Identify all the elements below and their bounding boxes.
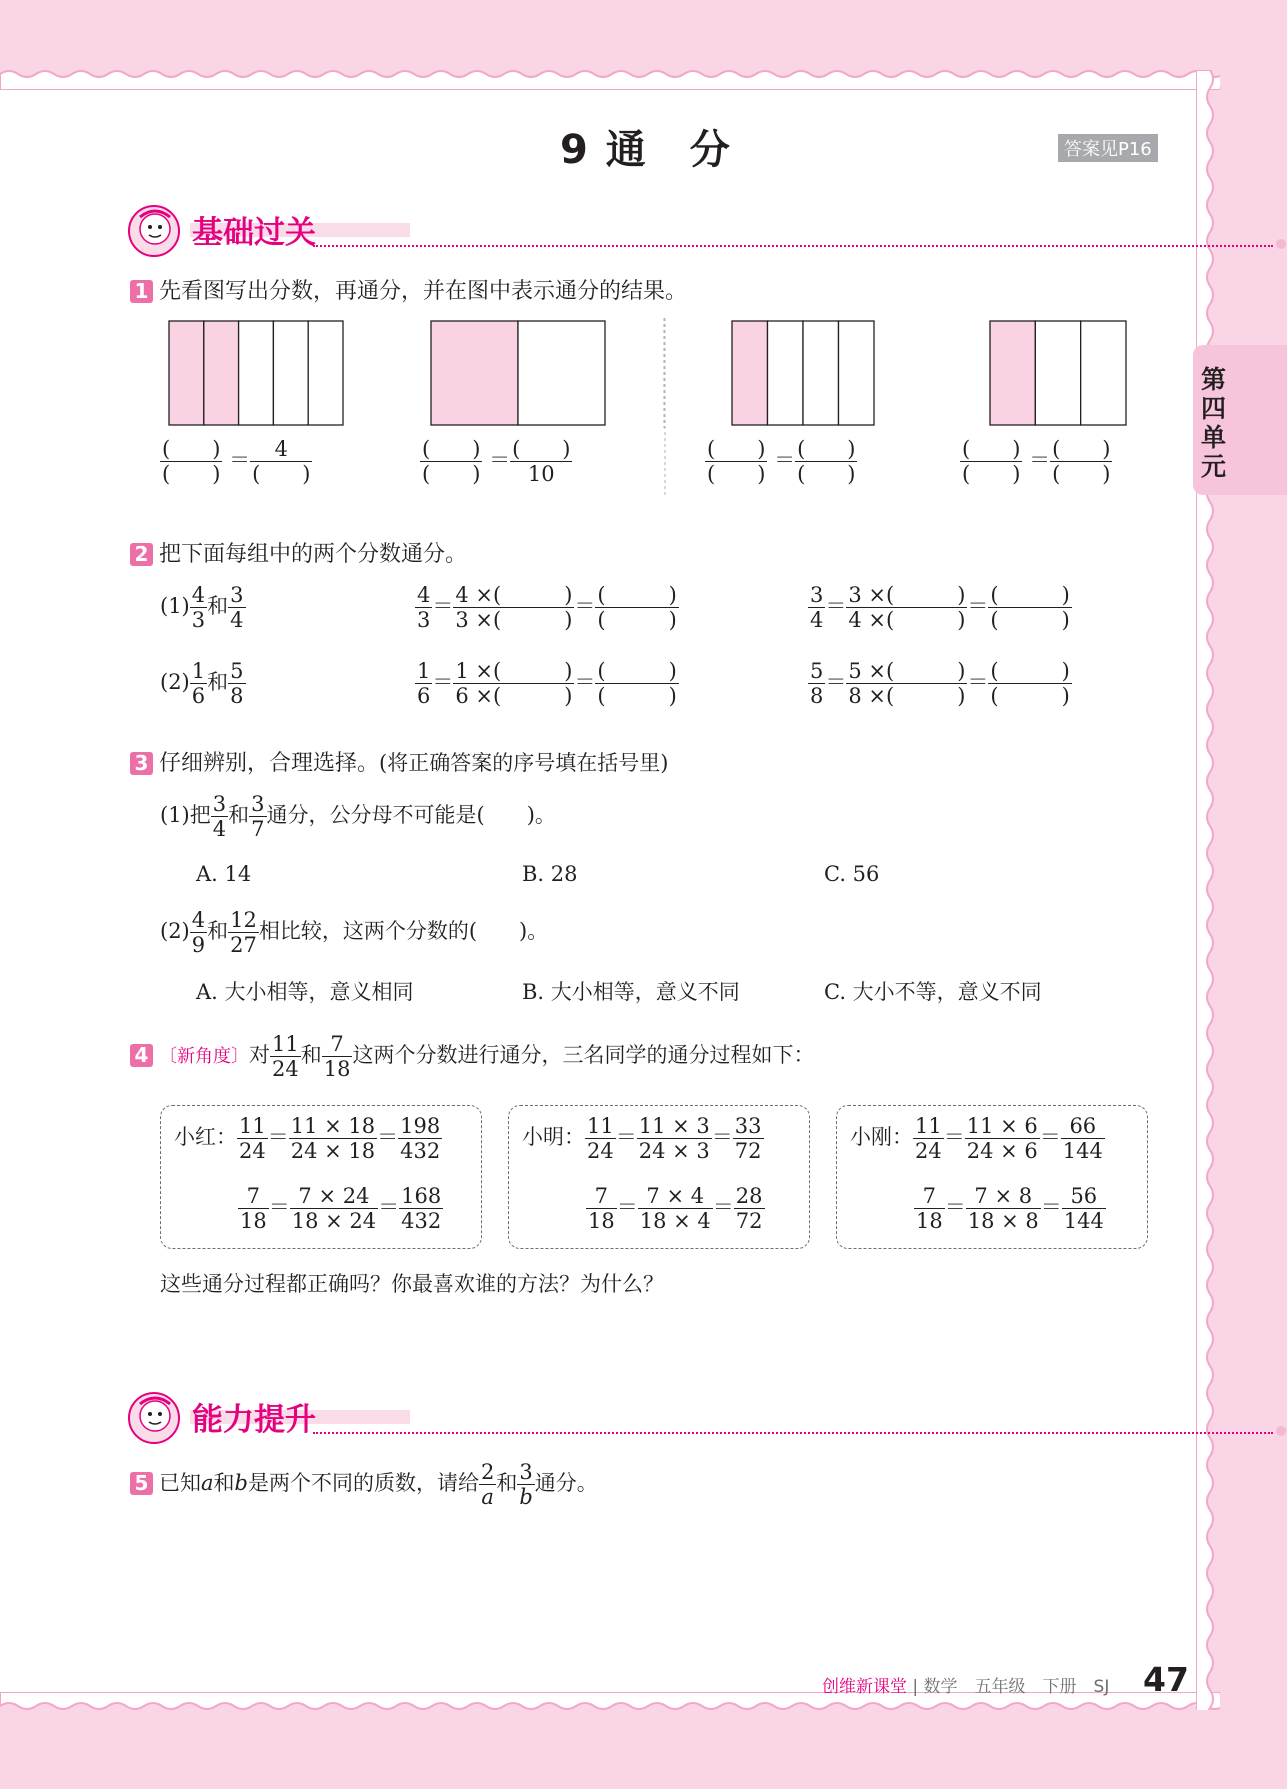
answer-blank-sentence[interactable]: 通分，公分母不可能是( )。: [266, 803, 556, 828]
unshaded-part[interactable]: [273, 321, 308, 425]
footer-brand: 创维新课堂: [822, 1677, 907, 1697]
blank[interactable]: 4 ×( ): [455, 583, 573, 607]
question-number: 3: [130, 752, 153, 775]
xiaohong-work-row1: 小红： $\frac{11}{24}$ ＝ $\frac{11 \times 18}{24 \times 18}$ ＝ $\frac{198}{432}$: [174, 1114, 441, 1164]
question-3: [130, 746, 668, 777]
bar-diagram-2: [431, 321, 605, 425]
q3-option-b[interactable]: B. 28: [522, 862, 578, 886]
section-title: 能力提升: [192, 1402, 316, 1438]
xiaogang-work-row1: 小刚： $\frac{11}{24}$ ＝ $\frac{11 \times 6}{24 \times 6}$ ＝ $\frac{66}{144}$: [850, 1114, 1103, 1164]
question-text: 把下面每组中的两个分数通分。: [159, 542, 468, 567]
bar-diagram-4: [990, 321, 1126, 425]
blank[interactable]: 5 ×( ): [848, 659, 966, 683]
blank-denominator[interactable]: ( ): [707, 462, 766, 487]
q2-row-1-right-work[interactable]: $\frac{3}{4}$ ＝ $\frac{3 \times( )}{4 \times( )}$ ＝ $\frac{( )}{( )}$: [810, 583, 1070, 633]
blank-denominator[interactable]: ( ): [962, 462, 1021, 487]
q3-option-a[interactable]: A. 14: [196, 862, 252, 886]
blank[interactable]: 6 ×( ): [455, 684, 573, 709]
q3-option-c[interactable]: C. 大小不等，意义不同: [824, 980, 1042, 1004]
xiaogang-work-row2: $\frac{7}{18}$ ＝ $\frac{7 \times 8}{18 \times 8}$ ＝ $\frac{56}{144}$: [916, 1184, 1104, 1234]
blank[interactable]: ( ): [597, 659, 677, 683]
blank[interactable]: 1 ×( ): [455, 659, 573, 683]
section-header-basics: [128, 205, 1188, 249]
unit-tab: [1193, 345, 1287, 495]
q3-part-1: (1)把 $\frac{3}{4}$ 和 $\frac{3}{7}$ 通分，公分母不可能是( )。: [160, 792, 556, 842]
wave-border-top: [0, 60, 1220, 90]
q2-row-2: (2) $\frac{1}{6}$ 和 $\frac{5}{8}$: [160, 659, 244, 709]
question-5: 5 已知a和b是两个不同的质数，请给 $\frac{2}{a}$和 $\frac{3}{b}$通分。: [130, 1460, 598, 1509]
shaded-part[interactable]: [204, 321, 239, 425]
shaded-part[interactable]: [169, 321, 204, 425]
item-label: (1): [160, 594, 190, 619]
question-1: [130, 274, 687, 305]
unshaded-part[interactable]: [803, 321, 839, 425]
blank[interactable]: ( ): [597, 684, 677, 709]
q3-part-2: (2) $\frac{4}{9}$ 和 $\frac{12}{27}$ 相比较，这两个分数的( )。: [160, 908, 549, 958]
unshaded-part[interactable]: [768, 321, 804, 425]
q2-row-1-left-work[interactable]: $\frac{4}{3}$ ＝ $\frac{4 \times( )}{3 \times( )}$ ＝ $\frac{( )}{( )}$: [417, 583, 677, 633]
blank-denominator[interactable]: ( ): [797, 462, 856, 487]
question-note: (将正确答案的序号填在括号里): [379, 751, 669, 775]
question-4: 4 〔新角度〕对 $\frac{11}{24}$ 和 $\frac{7}{18}$ 这两个分数进行通分，三名同学的通分过程如下：: [130, 1032, 814, 1081]
question-text: 先看图写出分数，再通分，并在图中表示通分的结果。: [159, 279, 688, 304]
unshaded-part[interactable]: [239, 321, 274, 425]
unshaded-part[interactable]: [839, 321, 875, 425]
student-name: 小红：: [174, 1125, 237, 1150]
xiaoming-work-row2: $\frac{7}{18}$ ＝ $\frac{7 \times 4}{18 \times 4}$ ＝ $\frac{28}{72}$: [588, 1184, 763, 1234]
equation-4[interactable]: $\frac{( )}{( )}$ ＝ $\frac{( )}{( )}$: [962, 437, 1111, 487]
blank-denominator[interactable]: ( ): [252, 462, 311, 487]
section-header-advanced: [128, 1392, 1188, 1436]
fraction-diagrams: [140, 318, 1180, 428]
divider: [664, 318, 666, 498]
blank[interactable]: 8 ×( ): [848, 684, 966, 709]
blank[interactable]: ( ): [990, 659, 1070, 683]
student-name: 小明：: [522, 1125, 585, 1150]
question-number: 5: [130, 1472, 153, 1495]
denominator: 10: [527, 462, 555, 487]
blank[interactable]: 4 ×( ): [848, 608, 966, 633]
bar-diagram-3: [732, 321, 874, 425]
blank[interactable]: ( ): [990, 583, 1070, 607]
blank-numerator[interactable]: ( ): [1052, 437, 1111, 461]
equation-2[interactable]: $\frac{( )}{( )}$ ＝ $\frac{( )}{10}$: [422, 437, 571, 487]
blank-numerator[interactable]: ( ): [422, 437, 481, 461]
answer-reference-badge: 答案见P16: [1058, 134, 1158, 162]
blank[interactable]: ( ): [597, 608, 677, 633]
conjunction: 和: [207, 670, 229, 695]
new-angle-tag: 〔新角度〕: [159, 1046, 249, 1068]
question-text: 仔细辨别，合理选择。: [159, 751, 380, 776]
item-label: (2): [160, 670, 190, 695]
shaded-part[interactable]: [990, 321, 1035, 425]
footer: 创维新课堂 | 数学 五年级 下册 SJ: [822, 1677, 1110, 1697]
mascot-icon: [128, 1392, 184, 1444]
page-number: 47: [1143, 1660, 1189, 1699]
dots-ornament-icon: [1275, 236, 1287, 252]
conjunction: 和: [207, 594, 229, 619]
bar-diagram-1: [169, 321, 343, 425]
q3-option-a[interactable]: A. 大小相等，意义相同: [196, 980, 414, 1004]
question-number: 4: [130, 1044, 153, 1067]
equation-3[interactable]: $\frac{( )}{( )}$ ＝ $\frac{( )}{( )}$: [707, 437, 856, 487]
blank[interactable]: ( ): [990, 608, 1070, 633]
question-number: 1: [130, 280, 153, 303]
q3-option-c[interactable]: C. 56: [824, 862, 880, 886]
unshaded-part[interactable]: [1081, 321, 1126, 425]
xiaohong-work-row2: $\frac{7}{18}$ ＝ $\frac{7 \times 24}{18 \times 24}$ ＝ $\frac{168}{432}$: [240, 1184, 442, 1234]
blank[interactable]: 3 ×( ): [455, 608, 573, 633]
blank[interactable]: 3 ×( ): [848, 583, 966, 607]
blank-numerator[interactable]: ( ): [707, 437, 766, 461]
wave-border-right: [1196, 70, 1226, 1710]
student-name: 小刚：: [850, 1125, 913, 1150]
numerator: 4: [250, 437, 312, 462]
blank-numerator[interactable]: ( ): [962, 437, 1021, 461]
answer-blank-sentence[interactable]: 相比较，这两个分数的( )。: [258, 919, 549, 944]
xiaoming-work-row1: 小明： $\frac{11}{24}$ ＝ $\frac{11 \times 3}{24 \times 3}$ ＝ $\frac{33}{72}$: [522, 1114, 762, 1164]
footer-info: 数学 五年级 下册 SJ: [923, 1677, 1110, 1697]
q3-option-b[interactable]: B. 大小相等，意义不同: [522, 980, 740, 1004]
question-number: 2: [130, 543, 153, 566]
dots-ornament-icon: [1275, 1423, 1287, 1439]
unshaded-part[interactable]: [518, 321, 605, 425]
shaded-part[interactable]: [732, 321, 768, 425]
blank-numerator[interactable]: ( ): [512, 437, 571, 461]
unit-tab-label: 第四单元: [1201, 365, 1227, 481]
page-title: 9 通 分: [560, 127, 732, 173]
blank-denominator[interactable]: ( ): [162, 462, 221, 487]
unshaded-part[interactable]: [308, 321, 343, 425]
blank-denominator[interactable]: ( ): [422, 462, 481, 487]
equation-1[interactable]: $\frac{( )}{( )}$ ＝ $\frac{4}{( )}$: [162, 437, 311, 487]
question-2: [130, 537, 467, 568]
mascot-icon: [128, 205, 184, 257]
blank[interactable]: ( ): [990, 684, 1070, 709]
unshaded-part[interactable]: [1035, 321, 1080, 425]
blank-numerator[interactable]: ( ): [162, 437, 221, 461]
q2-row-2-left-work[interactable]: $\frac{1}{6}$ ＝ $\frac{1 \times( )}{6 \times( )}$ ＝ $\frac{( )}{( )}$: [417, 659, 677, 709]
blank-numerator[interactable]: ( ): [797, 437, 856, 461]
section-title: 基础过关: [192, 215, 316, 251]
q2-row-1: (1) $\frac{4}{3}$ 和 $\frac{3}{4}$: [160, 583, 244, 633]
shaded-part[interactable]: [431, 321, 518, 425]
blank[interactable]: ( ): [597, 583, 677, 607]
q4-followup-question: 这些通分过程都正确吗？你最喜欢谁的方法？为什么？: [160, 1272, 664, 1296]
blank-denominator[interactable]: ( ): [1052, 462, 1111, 487]
q2-row-2-right-work[interactable]: $\frac{5}{8}$ ＝ $\frac{5 \times( )}{8 \times( )}$ ＝ $\frac{( )}{( )}$: [810, 659, 1070, 709]
